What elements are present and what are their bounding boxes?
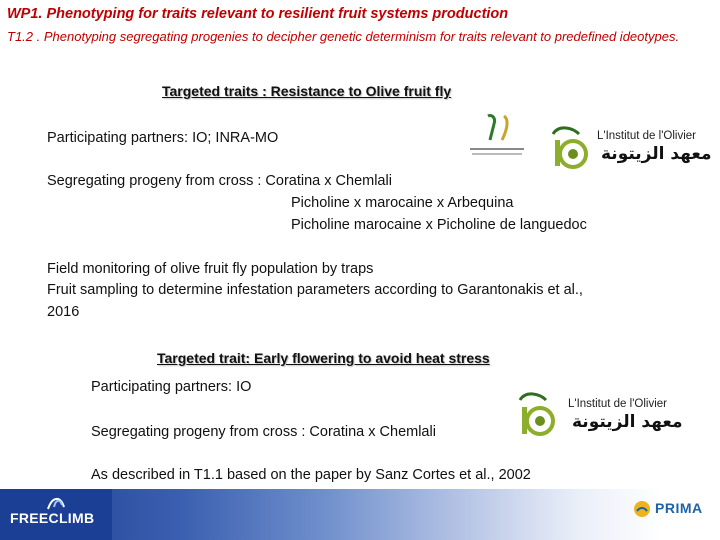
section2-partners: Participating partners: IO (91, 379, 252, 395)
section1-method2: Fruit sampling to determine infestation parameters according to Garantonakis et al., (47, 282, 583, 298)
section1-method1: Field monitoring of olive fruit fly population by traps (47, 261, 374, 277)
io-arabic: معهد الزيتونة (572, 412, 683, 432)
task-description: T1.2 . Phenotyping segregating progenies to decipher genetic determinism for traits relevant to predefined ideotypes. (7, 29, 680, 44)
section2-heading: Targeted trait: Early flowering to avoid heat stress (157, 350, 490, 366)
section1-cross2: Picholine x marocaine x Arbequina (291, 195, 514, 211)
io-arabic: معهد الزيتونة (601, 144, 712, 164)
section2-progeny: Segregating progeny from cross : Coratina x Chemlali (91, 424, 436, 440)
section1-heading: Targeted traits : Resistance to Olive fruit fly (162, 83, 452, 99)
prima-label: PRIMA (655, 500, 703, 516)
section1-progeny: Segregating progeny from cross : Coratina x Chemlali (47, 173, 392, 189)
freeclimb-label: FREECLIMB (10, 510, 95, 526)
olive-institute-logo-icon (510, 390, 715, 440)
wp-title: WP1. Phenotyping for traits relevant to resilient fruit systems production (7, 6, 509, 22)
io-title: L'Institut de l'Olivier (568, 398, 667, 410)
section2-described: As described in T1.1 based on the paper by Sanz Cortes et al., 2002 (91, 467, 531, 483)
prima-logo-icon (633, 500, 651, 518)
section1-partners: Participating partners: IO; INRA-MO (47, 130, 279, 146)
section1-cross3: Picholine marocaine x Picholine de languedoc (291, 217, 587, 233)
olive-institute-logo-icon (543, 124, 719, 170)
io-title: L'Institut de l'Olivier (597, 130, 696, 142)
inra-logo-icon (466, 110, 528, 160)
section1-method3: 2016 (47, 304, 80, 320)
